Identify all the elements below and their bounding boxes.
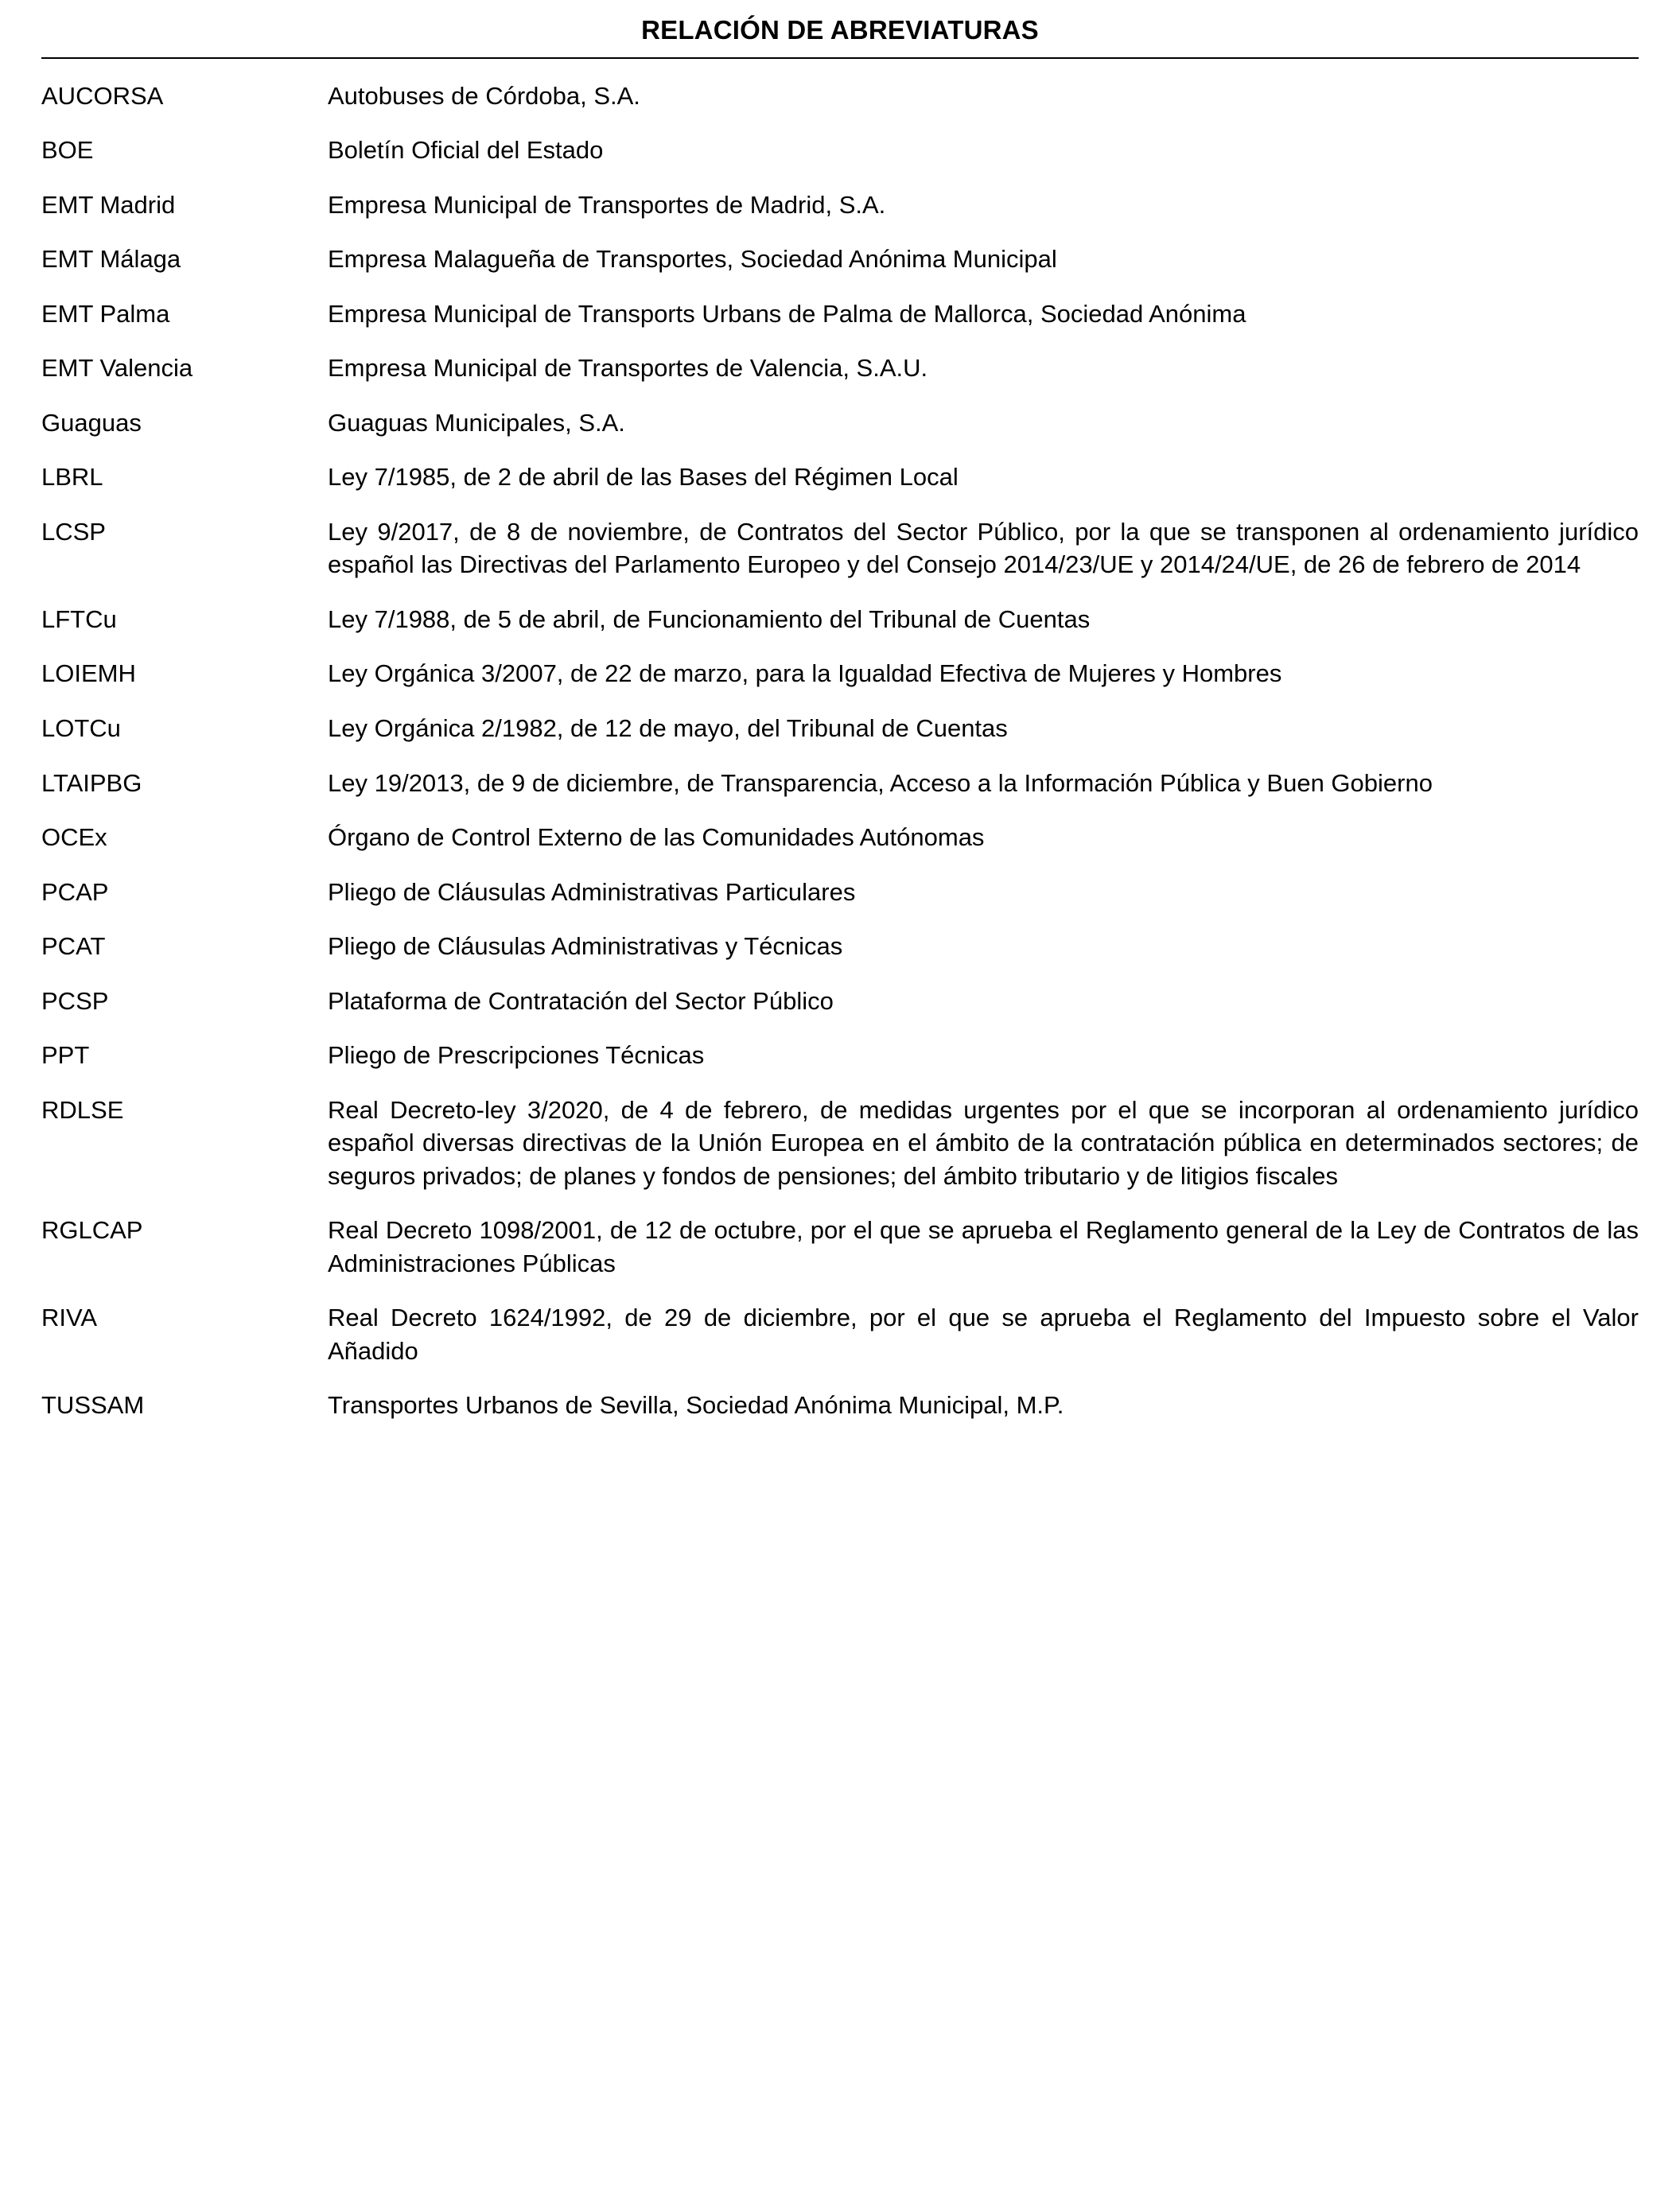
abbreviation-definition: Pliego de Cláusulas Administrativas Particulares	[328, 877, 856, 906]
table-row	[41, 297, 1639, 352]
abbreviation-term: LCSP	[41, 517, 106, 546]
abbreviation-definition: Empresa Municipal de Transports Urbans de Palma de Mallorca, Sociedad Anónima	[328, 299, 1246, 328]
abbreviation-term: EMT Madrid	[41, 190, 176, 219]
abbreviation-term: PCAT	[41, 932, 106, 961]
abbreviation-definition: Ley Orgánica 2/1982, de 12 de mayo, del Tribunal de Cuentas	[328, 713, 1008, 742]
table-row	[41, 243, 1639, 297]
table-row	[41, 930, 1639, 985]
table-row	[41, 985, 1639, 1040]
table-row	[41, 189, 1639, 243]
table-row	[41, 80, 1639, 134]
abbreviation-definition: Pliego de Prescripciones Técnicas	[328, 1041, 705, 1070]
abbreviation-term: RDLSE	[41, 1095, 124, 1124]
title-divider	[41, 57, 1639, 59]
abbreviation-term: Guaguas	[41, 408, 142, 437]
abbreviation-definition: Ley 7/1985, de 2 de abril de las Bases del Régimen Local	[328, 463, 959, 492]
table-row	[41, 1039, 1639, 1094]
table-row	[41, 1094, 1639, 1215]
abbreviation-term: EMT Málaga	[41, 245, 181, 274]
abbreviation-definition: Pliego de Cláusulas Administrativas y Técnicas	[328, 932, 843, 961]
table-row	[41, 712, 1639, 767]
abbreviation-definition: Ley 7/1988, de 5 de abril, de Funcionamiento del Tribunal de Cuentas	[328, 604, 1091, 633]
abbreviation-term: OCEx	[41, 823, 107, 852]
abbreviation-term: LOTCu	[41, 713, 121, 742]
abbreviation-term: PCSP	[41, 986, 109, 1015]
table-row	[41, 461, 1639, 515]
abbreviation-term: EMT Valencia	[41, 354, 193, 383]
table-row	[41, 876, 1639, 931]
abbreviation-term: LBRL	[41, 463, 103, 492]
table-row	[41, 134, 1639, 189]
table-row	[41, 1301, 1639, 1389]
table-row	[41, 821, 1639, 876]
table-row	[41, 767, 1639, 822]
table-row	[41, 1214, 1639, 1301]
table-row	[41, 515, 1639, 603]
abbreviation-term: PCAP	[41, 877, 109, 906]
table-row	[41, 603, 1639, 658]
abbreviation-definition: Real Decreto 1098/2001, de 12 de octubre, por el que se aprueba el Reglamento general de la Ley de Contratos de las Administraciones Públicas	[328, 1216, 1639, 1277]
abbreviation-definition: Empresa Malagueña de Transportes, Sociedad Anónima Municipal	[328, 245, 1057, 274]
abbreviation-definition: Ley 9/2017, de 8 de noviembre, de Contratos del Sector Público, por la que se transponen al ordenamiento jurídico español las Directivas del Parlamento Europeo y del Consejo 2014/23/UE y 2014/24/UE, de 26 de febrero de 2014	[328, 517, 1639, 579]
abbreviation-term: LFTCu	[41, 604, 117, 633]
table-row	[41, 657, 1639, 712]
abbreviation-term: EMT Palma	[41, 299, 170, 328]
abbreviation-definition: Boletín Oficial del Estado	[328, 136, 604, 165]
abbreviation-definition: Transportes Urbanos de Sevilla, Sociedad Anónima Municipal, M.P.	[328, 1391, 1064, 1420]
abbreviations-table-body	[41, 80, 1639, 1422]
abbreviation-term: PPT	[41, 1041, 90, 1070]
abbreviation-term: RIVA	[41, 1304, 98, 1332]
table-row	[41, 1389, 1639, 1422]
abbreviation-definition: Real Decreto 1624/1992, de 29 de diciembre, por el que se aprueba el Reglamento del Impuesto sobre el Valor Añadido	[328, 1304, 1639, 1365]
abbreviation-term: BOE	[41, 136, 94, 165]
abbreviation-definition: Plataforma de Contratación del Sector Público	[328, 986, 834, 1015]
table-row	[41, 406, 1639, 461]
abbreviation-definition: Ley 19/2013, de 9 de diciembre, de Transparencia, Acceso a la Información Pública y Buen Gobierno	[328, 768, 1433, 797]
abbreviations-table	[41, 80, 1639, 1422]
abbreviation-definition: Guaguas Municipales, S.A.	[328, 408, 625, 437]
abbreviation-term: LTAIPBG	[41, 768, 142, 797]
abbreviation-definition: Ley Orgánica 3/2007, de 22 de marzo, para la Igualdad Efectiva de Mujeres y Hombres	[328, 659, 1282, 688]
abbreviation-definition: Empresa Municipal de Transportes de Valencia, S.A.U.	[328, 354, 928, 383]
page-title: RELACIÓN DE ABREVIATURAS	[641, 15, 1039, 45]
abbreviation-term: AUCORSA	[41, 81, 164, 110]
abbreviation-definition: Autobuses de Córdoba, S.A.	[328, 81, 640, 110]
abbreviation-term: RGLCAP	[41, 1216, 143, 1245]
abbreviation-term: TUSSAM	[41, 1391, 145, 1420]
table-row	[41, 352, 1639, 406]
abbreviation-term: LOIEMH	[41, 659, 136, 688]
abbreviation-definition: Órgano de Control Externo de las Comunidades Autónomas	[328, 823, 985, 852]
abbreviation-definition: Empresa Municipal de Transportes de Madrid, S.A.	[328, 190, 886, 219]
abbreviation-definition: Real Decreto-ley 3/2020, de 4 de febrero, de medidas urgentes por el que se incorporan al ordenamiento jurídico español diversas directivas de la Unión Europea en el ámbito de la contratación pública en determinados sectores; de seguros privados; de planes y fondos de pensiones; del ámbito tributario y de litigios fiscales	[328, 1095, 1639, 1190]
